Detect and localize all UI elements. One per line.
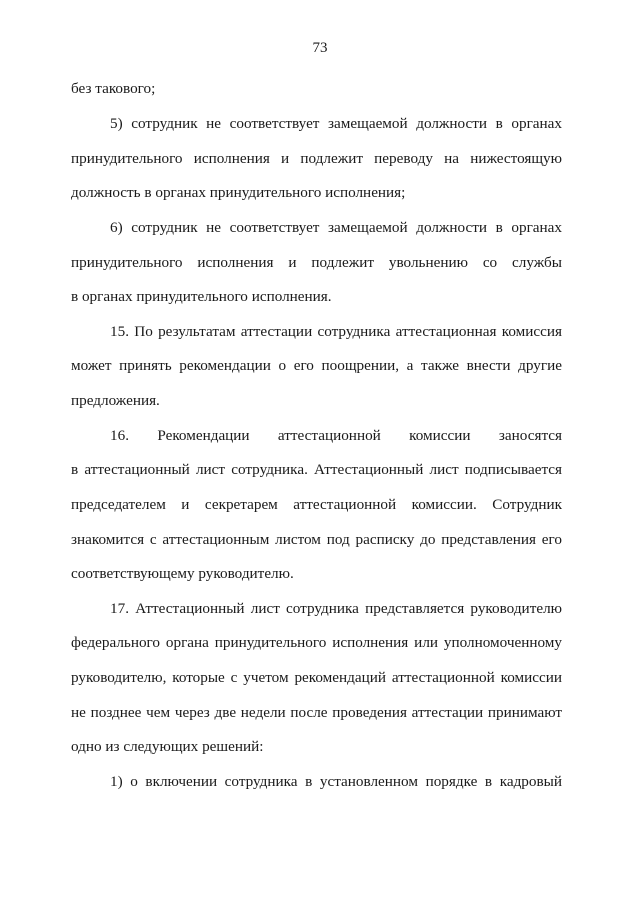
text-line: принудительного исполнения и подлежит переводу на нижестоящую [71,150,562,167]
text-line: принудительного исполнения и подлежит увольнению со службы [71,254,562,271]
text-line: может принять рекомендации о его поощрении, а также внести другие [71,357,562,374]
text-line: предложения. [71,392,160,409]
text-line: должность в органах принудительного исполнения; [71,184,406,201]
text-line: без такового; [71,80,156,97]
paragraph-15: 15. По результатам аттестации сотрудника аттестационная комиссия [110,323,562,340]
text-line: в органах принудительного исполнения. [71,288,332,305]
list-item-5: 5) сотрудник не соответствует замещаемой должности в органах [110,115,562,132]
text-line: председателем и секретарем аттестационной комиссии. Сотрудник [71,496,562,513]
list-item-1: 1) о включении сотрудника в установленном порядке в кадровый [110,773,562,790]
paragraph-17: 17. Аттестационный лист сотрудника представляется руководителю [110,600,562,617]
list-item-6: 6) сотрудник не соответствует замещаемой должности в органах [110,219,562,236]
page-number: 73 [312,40,328,56]
paragraph-16: 16. Рекомендации аттестационной комиссии заносятся [110,427,562,444]
text-line: федерального органа принудительного исполнения или уполномоченному [71,634,562,651]
text-line: одно из следующих решений: [71,738,264,755]
text-line: в аттестационный лист сотрудника. Аттестационный лист подписывается [71,461,562,478]
text-line: соответствующему руководителю. [71,565,294,582]
text-line: знакомится с аттестационным листом под расписку до представления его [71,531,562,548]
text-line: руководителю, которые с учетом рекомендаций аттестационной комиссии [71,669,562,686]
text-line: не позднее чем через две недели после проведения аттестации принимают [71,704,562,721]
